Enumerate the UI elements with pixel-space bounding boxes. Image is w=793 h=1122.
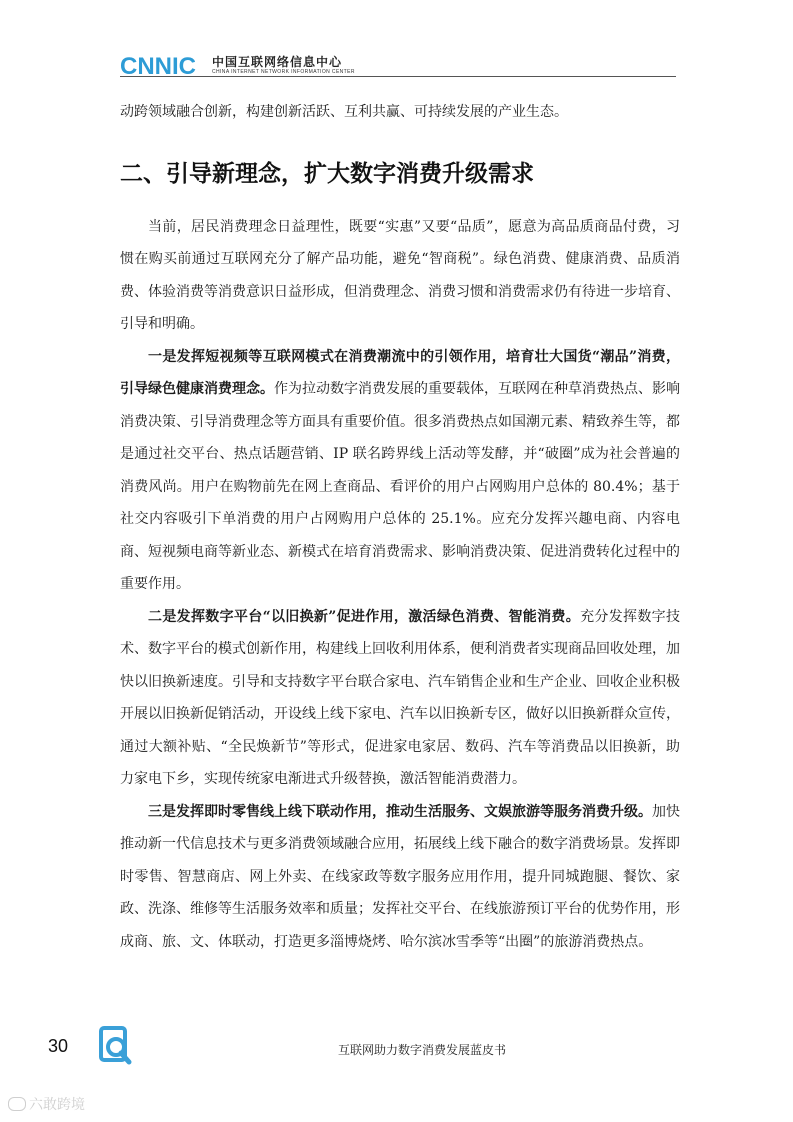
point-two-lead: 二是发挥数字平台“以旧换新”促进作用，激活绿色消费、智能消费。: [148, 608, 581, 625]
point-three-lead: 三是发挥即时零售线上线下联动作用，推动生活服务、文娱旅游等服务消费升级。: [148, 803, 652, 820]
watermark-text: 六敢跨境: [29, 1097, 85, 1113]
point-one-lead: 一是发挥短视频等互联网模式在消费潮流中的引领作用，培育壮大国货“潮品”消费，引导绿色健康消费理念。: [120, 348, 680, 397]
point-one-paragraph: [120, 341, 680, 601]
section-title: 二、引导新理念，扩大数字消费升级需求: [120, 160, 534, 187]
logo-text: CNNIC: [120, 53, 196, 77]
point-two-paragraph: [120, 601, 680, 796]
point-three-body: 加快推动新一代信息技术与更多消费领域融合应用，拓展线上线下融合的数字消费场景。发挥即时零售、智慧商店、网上外卖、在线家政等数字服务应用作用，提升同城跑腿、餐饮、家政、洗涤、维修等生活服务效率和质量；发挥社交平台、在线旅游预订平台的优势作用，形成商、旅、文、体联动，打造更多淄博烧烤、哈尔滨冰雪季等“出圈”的旅游消费热点。: [120, 803, 680, 950]
footer-book-title: 互联网助力数字消费发展蓝皮书: [338, 1043, 507, 1057]
page-content: [120, 96, 680, 958]
cnnic-logo: [120, 52, 206, 78]
page-number: 30: [48, 1036, 69, 1056]
org-name-en: CHINA INTERNET NETWORK INFORMATION CENTER: [212, 69, 355, 75]
watermark: [8, 1094, 85, 1114]
report-search-icon: [99, 1026, 133, 1066]
intro-paragraph: 当前，居民消费理念日益理性，既要“实惠”又要“品质”，愿意为高品质商品付费，习惯在购买前通过互联网充分了解产品功能，避免“智商税”。绿色消费、健康消费、品质消费、体验消费等消费意识日益形成，但消费理念、消费习惯和消费需求仍有待进一步培育、引导和明确。: [120, 218, 680, 332]
continued-paragraph: 动跨领域融合创新，构建创新活跃、互利共赢、可持续发展的产业生态。: [120, 104, 568, 120]
point-one-body: 作为拉动数字消费发展的重要载体，互联网在种草消费热点、影响消费决策、引导消费理念等方面具有重要价值。很多消费热点如国潮元素、精致养生等，都是通过社交平台、热点话题营销、IP 联名跨界线上活动等发酵，并“破圈”成为社会普遍的消费风尚。用户在购物前先在网上查商品、看评价的用户占网购用户总体的 80.4%；基于社交内容吸引下单消费的用户占网购用户总体的 25.1%。应充分发挥兴趣电商、内容电商、短视频电商等新业态、新模式在培育消费需求、影响消费决策、促进消费转化过程中的重要作用。: [120, 381, 680, 592]
cnnic-logo-mark: [120, 53, 206, 77]
header-divider: [120, 76, 676, 77]
point-three-paragraph: [120, 796, 680, 959]
org-name-cn: 中国互联网络信息中心: [212, 55, 343, 69]
page-header: [120, 40, 676, 80]
watermark-icon: [8, 1097, 26, 1111]
point-two-body: 充分发挥数字技术、数字平台的模式创新作用，构建线上回收利用体系，便利消费者实现商品回收处理，加快以旧换新速度。引导和支持数字平台联合家电、汽车销售企业和生产企业、回收企业积极开展以旧换新促销活动，开设线上线下家电、汽车以旧换新专区，做好以旧换新群众宣传，通过大额补贴、“全民焕新节”等形式，促进家电家居、数码、汽车等消费品以旧换新，助力家电下乡，实现传统家电渐进式升级替换，激活智能消费潜力。: [120, 608, 681, 787]
